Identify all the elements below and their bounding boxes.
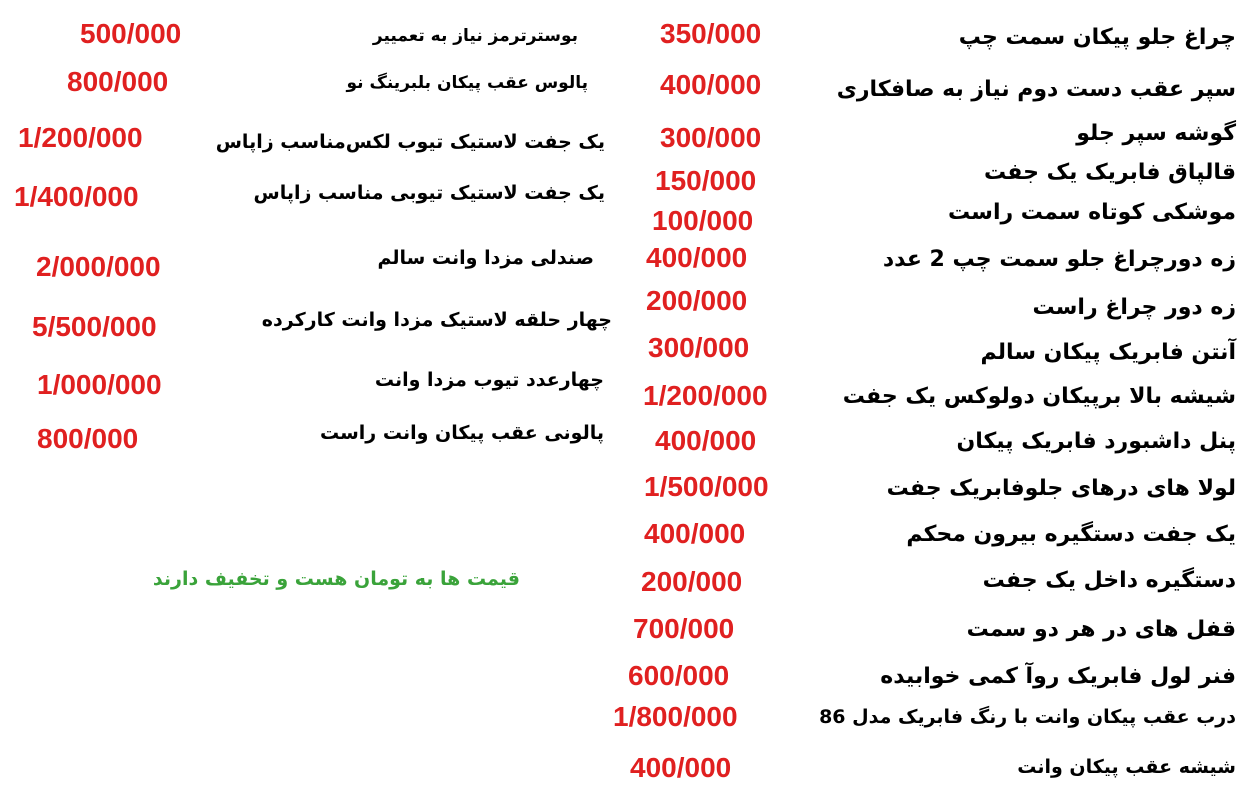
right-item-price: 1/500/000	[644, 471, 769, 502]
right-item-name: قفل های در هر دو سمت	[966, 617, 1236, 642]
left-item-price: 2/000/000	[36, 251, 161, 282]
left-item-name: چهارعدد تیوب مزدا وانت	[374, 369, 604, 391]
right-item-name: قالپاق فابریک یک جفت	[984, 160, 1236, 185]
right-item-price: 400/000	[660, 69, 762, 100]
left-item-price: 800/000	[67, 66, 169, 97]
right-item-price: 400/000	[655, 425, 757, 456]
right-item-name: چراغ جلو پیکان سمت چپ	[958, 25, 1236, 50]
right-item-price: 1/800/000	[613, 701, 738, 732]
left-item-name: پالوس عقب پیکان بلبرینگ نو	[346, 73, 588, 93]
left-item-name: چهار حلقه لاستیک مزدا وانت کارکرده	[261, 309, 612, 331]
right-item-price: 400/000	[644, 518, 746, 549]
right-item-name: دستگیره داخل یک جفت	[982, 568, 1236, 593]
right-item-price: 150/000	[655, 165, 757, 196]
right-item-name: یک جفت دستگیره بیرون محکم	[906, 522, 1236, 547]
left-item-price: 1/000/000	[37, 369, 162, 400]
price-note: قیمت ها به تومان هست و تخفیف دارند	[152, 568, 520, 590]
right-item-name: موشکی کوتاه سمت راست	[948, 200, 1236, 225]
left-item-price: 1/200/000	[18, 122, 143, 153]
right-item-price: 300/000	[660, 122, 762, 153]
right-item-name: پنل داشبورد فابریک پیکان	[956, 429, 1236, 454]
right-item-price: 200/000	[646, 285, 748, 316]
left-item-price: 1/400/000	[14, 181, 139, 212]
left-item-price: 800/000	[37, 423, 139, 454]
left-item-name: یک جفت لاستیک تیوبی مناسب زاپاس	[253, 182, 605, 204]
left-item-name: صندلی مزدا وانت سالم	[377, 247, 594, 269]
left-item-name: بوسترترمز نیاز به تعمییر	[372, 26, 578, 46]
right-item-price: 350/000	[660, 18, 762, 49]
left-item-name: یک جفت لاستیک تیوب لکس‌مناسب زاپاس	[215, 131, 605, 153]
right-item-name: لولا های درهای جلوفابریک جفت	[886, 476, 1236, 501]
left-item-price: 500/000	[80, 18, 182, 49]
right-item-price: 100/000	[652, 205, 754, 236]
right-item-name: شیشه عقب پیکان وانت	[1017, 756, 1236, 778]
right-item-price: 400/000	[630, 752, 732, 783]
right-item-price: 200/000	[641, 566, 743, 597]
right-item-name: شیشه بالا برپیکان دولوکس یک جفت	[842, 384, 1236, 409]
right-item-name: سپر عقب دست دوم نیاز به صافکاری	[836, 77, 1236, 102]
right-item-name: فنر لول فابریک روآ کمی خوابیده	[880, 664, 1236, 689]
right-item-price: 400/000	[646, 242, 748, 273]
right-item-name: گوشه سپر جلو	[1076, 121, 1236, 146]
right-item-name: درب عقب پیکان وانت با رنگ فابریک مدل 86	[819, 706, 1236, 728]
right-item-price: 600/000	[628, 660, 730, 691]
left-item-name: پالونی عقب پیکان وانت راست	[319, 422, 604, 444]
right-item-name: زه دورچراغ جلو سمت چپ 2 عدد	[882, 247, 1236, 272]
right-item-price: 300/000	[648, 332, 750, 363]
left-item-price: 5/500/000	[32, 311, 157, 342]
right-item-name: آنتن فابریک پیکان سالم	[980, 340, 1236, 365]
right-item-name: زه دور چراغ راست	[1032, 295, 1236, 320]
right-item-price: 700/000	[633, 613, 735, 644]
right-item-price: 1/200/000	[643, 380, 768, 411]
